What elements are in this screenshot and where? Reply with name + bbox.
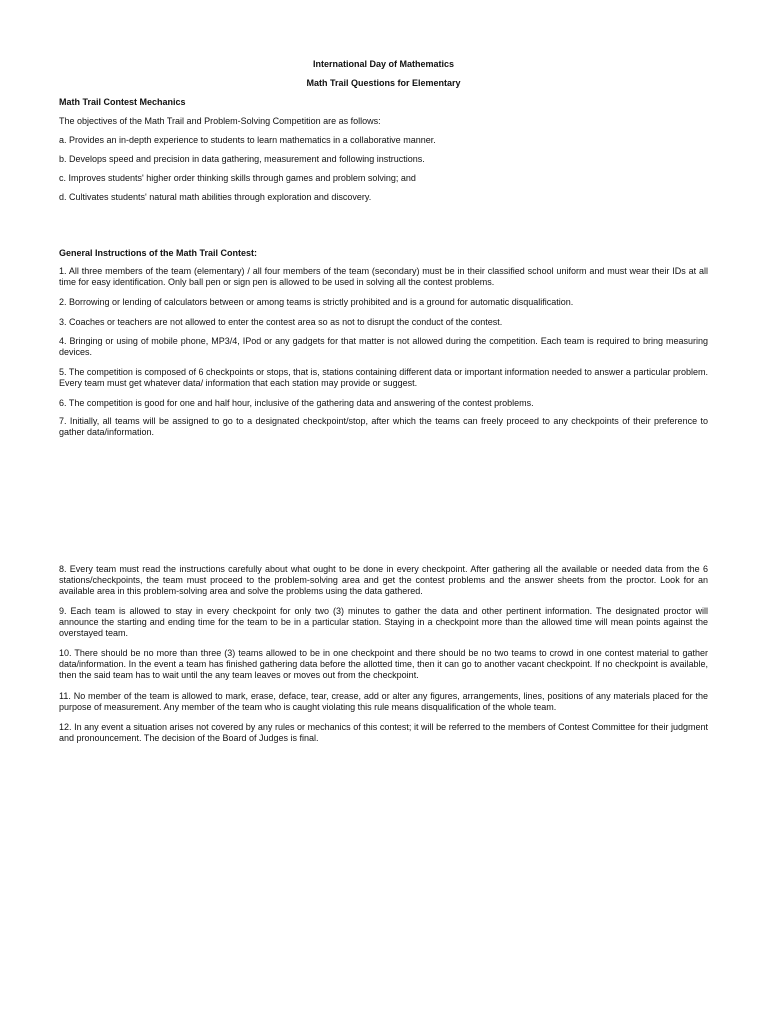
instruction-item-10: 10. There should be no more than three (3) teams allowed to be in one checkpoint and there should be no two teams to crowd in one contest material to gather data/information. In the event a team has finished gathering data before the allotted time, then it can go to another vacant checkpoint. If no checkpoint is available, then the said team has to wait until the any team leaves or moves out from the checkpoint. xyxy=(59,648,708,680)
objective-item-c: c. Improves students' higher order thinking skills through games and problem solving; and xyxy=(59,173,416,183)
instructions-heading: General Instructions of the Math Trail Contest: xyxy=(59,248,258,258)
instruction-item-8: 8. Every team must read the instructions carefully about what ought to be done in every checkpoint. After gathering all the available or needed data from the 6 stations/checkpoints, the team must proceed to the problem-solving area and get the contest problems and the answer sheets from the proctor. Look for an available area in this problem-solving area and solve the problems using the data gathered. xyxy=(59,564,708,596)
objective-item-d: d. Cultivates students' natural math abilities through exploration and discovery. xyxy=(59,192,372,202)
objective-item-a: a. Provides an in-depth experience to students to learn mathematics in a collaborative manner. xyxy=(59,135,436,145)
mechanics-heading: Math Trail Contest Mechanics xyxy=(59,97,186,107)
mechanics-intro: The objectives of the Math Trail and Problem-Solving Competition are as follows: xyxy=(59,116,381,126)
objective-item-b: b. Develops speed and precision in data gathering, measurement and following instructions. xyxy=(59,154,425,164)
instruction-item-12: 12. In any event a situation arises not covered by any rules or mechanics of this contest; it will be referred to the members of Contest Committee for their judgment and pronouncement. The decision of the Board of Judges is final. xyxy=(59,722,708,743)
instruction-item-1: 1. All three members of the team (elementary) / all four members of the team (secondary) must be in their classified school uniform and must wear their IDs at all time for easy identification. Only ball pen or sign pen is allowed to be used in solving all the contest problems. xyxy=(59,266,708,287)
instruction-item-11: 11. No member of the team is allowed to mark, erase, deface, tear, crease, add or alter any figures, arrangements, lines, positions of any materials placed for the purpose of measurement. Any member of the team who is caught violating this rule means disqualification of the whole team. xyxy=(59,691,708,712)
instruction-item-7: 7. Initially, all teams will be assigned to go to a designated checkpoint/stop, after which the teams can freely proceed to any checkpoints of their preference to gather data/information. xyxy=(59,416,708,437)
instruction-item-6: 6. The competition is good for one and half hour, inclusive of the gathering data and answering of the contest problems. xyxy=(59,398,534,408)
instruction-item-2: 2. Borrowing or lending of calculators between or among teams is strictly prohibited and is a ground for automatic disqualification. xyxy=(59,297,574,307)
instruction-item-9: 9. Each team is allowed to stay in every checkpoint for only two (3) minutes to gather the data and other pertinent information. The designated proctor will announce the starting and ending time for the team to be in a particular station. Staying in a checkpoint more than the allowed time will mean points against the overstayed team. xyxy=(59,606,708,638)
instruction-item-3: 3. Coaches or teachers are not allowed to enter the contest area so as not to disrupt the conduct of the contest. xyxy=(59,317,503,327)
document-title: International Day of Mathematics xyxy=(312,59,455,69)
instruction-item-4: 4. Bringing or using of mobile phone, MP3/4, IPod or any gadgets for that matter is not allowed during the competition. Each team is required to bring measuring devices. xyxy=(59,336,708,357)
document-subtitle: Math Trail Questions for Elementary xyxy=(306,78,461,88)
instruction-item-5: 5. The competition is composed of 6 checkpoints or stops, that is, stations containing different data or important information needed to answer a particular problem. Every team must get whatever data/ information that each station may provide or suggest. xyxy=(59,367,708,388)
